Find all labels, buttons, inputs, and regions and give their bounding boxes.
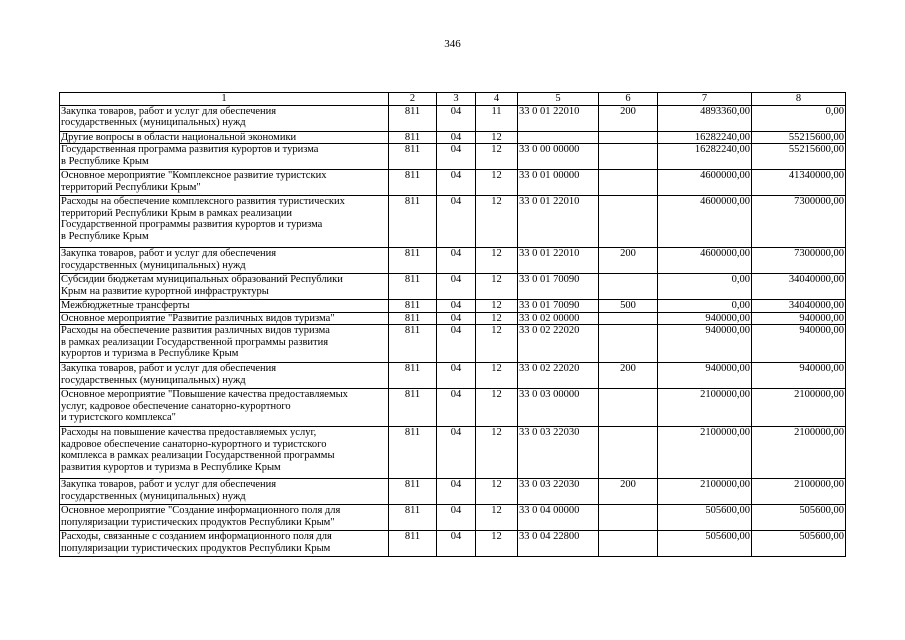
row-col-3: 04 <box>437 389 476 427</box>
row-amount-year-2: 2100000,00 <box>752 427 846 479</box>
row-col-4: 11 <box>476 105 518 131</box>
row-description: Межбюджетные трансферты <box>60 300 389 313</box>
row-description: Основное мероприятие "Развитие различных видов туризма" <box>60 312 389 325</box>
row-target-code: 33 0 03 00000 <box>518 389 599 427</box>
row-amount-year-1: 2100000,00 <box>658 389 752 427</box>
budget-table <box>59 92 846 557</box>
row-col-4: 12 <box>476 531 518 557</box>
row-description: Основное мероприятие "Создание информационного поля для популяризации туристических продуктов Республики Крым" <box>60 505 389 531</box>
row-col-2: 811 <box>389 427 437 479</box>
table-row <box>60 312 846 325</box>
row-col-4: 12 <box>476 389 518 427</box>
row-col-4: 12 <box>476 479 518 505</box>
row-expense-type <box>599 427 658 479</box>
table-row <box>60 300 846 313</box>
table-row <box>60 170 846 196</box>
row-amount-year-1: 4600000,00 <box>658 248 752 274</box>
row-amount-year-2: 34040000,00 <box>752 300 846 313</box>
row-expense-type: 200 <box>599 105 658 131</box>
row-target-code: 33 0 03 22030 <box>518 427 599 479</box>
header-cell: 1 <box>60 93 389 106</box>
row-col-2: 811 <box>389 325 437 363</box>
row-amount-year-2: 0,00 <box>752 105 846 131</box>
header-cell: 7 <box>658 93 752 106</box>
row-amount-year-1: 940000,00 <box>658 312 752 325</box>
table-row <box>60 427 846 479</box>
row-col-3: 04 <box>437 300 476 313</box>
row-col-3: 04 <box>437 427 476 479</box>
row-col-2: 811 <box>389 248 437 274</box>
row-amount-year-1: 0,00 <box>658 274 752 300</box>
row-expense-type <box>599 531 658 557</box>
row-amount-year-1: 16282240,00 <box>658 144 752 170</box>
row-target-code: 33 0 01 22010 <box>518 196 599 248</box>
row-amount-year-2: 7300000,00 <box>752 196 846 248</box>
row-description: Субсидии бюджетам муниципальных образований Республики Крым на развитие курортной инфраструктуры <box>60 274 389 300</box>
row-description: Расходы на обеспечение комплексного развития туристических территорий Республики Крым в рамках реализации Государственной программы развития курортов и туризма в Республике Крым <box>60 196 389 248</box>
table-row <box>60 274 846 300</box>
row-amount-year-1: 505600,00 <box>658 531 752 557</box>
row-col-3: 04 <box>437 248 476 274</box>
row-expense-type: 200 <box>599 479 658 505</box>
row-col-3: 04 <box>437 325 476 363</box>
row-col-2: 811 <box>389 300 437 313</box>
row-amount-year-1: 505600,00 <box>658 505 752 531</box>
row-target-code: 33 0 01 22010 <box>518 248 599 274</box>
row-expense-type <box>599 144 658 170</box>
row-expense-type: 500 <box>599 300 658 313</box>
row-target-code: 33 0 04 22800 <box>518 531 599 557</box>
row-amount-year-2: 55215600,00 <box>752 144 846 170</box>
table-row <box>60 363 846 389</box>
row-col-3: 04 <box>437 170 476 196</box>
row-amount-year-1: 16282240,00 <box>658 131 752 144</box>
row-amount-year-1: 4600000,00 <box>658 170 752 196</box>
row-expense-type <box>599 131 658 144</box>
row-amount-year-1: 2100000,00 <box>658 479 752 505</box>
row-col-3: 04 <box>437 363 476 389</box>
row-expense-type <box>599 312 658 325</box>
row-col-4: 12 <box>476 131 518 144</box>
row-description: Расходы, связанные с созданием информационного поля для популяризации туристических продуктов Республики Крым <box>60 531 389 557</box>
header-cell: 2 <box>389 93 437 106</box>
row-target-code: 33 0 01 00000 <box>518 170 599 196</box>
row-description: Закупка товаров, работ и услуг для обеспечения государственных (муниципальных) нужд <box>60 248 389 274</box>
row-expense-type: 200 <box>599 363 658 389</box>
row-col-2: 811 <box>389 505 437 531</box>
table-row <box>60 105 846 131</box>
row-amount-year-2: 940000,00 <box>752 325 846 363</box>
row-amount-year-2: 505600,00 <box>752 505 846 531</box>
row-description: Закупка товаров, работ и услуг для обеспечения государственных (муниципальных) нужд <box>60 479 389 505</box>
table-row <box>60 248 846 274</box>
table-row <box>60 144 846 170</box>
header-cell: 3 <box>437 93 476 106</box>
row-amount-year-2: 55215600,00 <box>752 131 846 144</box>
header-cell: 6 <box>599 93 658 106</box>
row-col-3: 04 <box>437 274 476 300</box>
row-description: Расходы на обеспечение развития различных видов туризма в рамках реализации Государственной программы развития курортов и туризма в Республике Крым <box>60 325 389 363</box>
row-amount-year-2: 41340000,00 <box>752 170 846 196</box>
row-target-code <box>518 131 599 144</box>
row-amount-year-2: 940000,00 <box>752 363 846 389</box>
row-col-4: 12 <box>476 300 518 313</box>
row-amount-year-2: 2100000,00 <box>752 389 846 427</box>
table-row <box>60 196 846 248</box>
row-col-2: 811 <box>389 170 437 196</box>
row-col-3: 04 <box>437 131 476 144</box>
row-col-2: 811 <box>389 312 437 325</box>
row-description: Закупка товаров, работ и услуг для обеспечения государственных (муниципальных) нужд <box>60 363 389 389</box>
row-expense-type <box>599 325 658 363</box>
row-target-code: 33 0 01 70090 <box>518 300 599 313</box>
row-col-2: 811 <box>389 479 437 505</box>
row-expense-type <box>599 170 658 196</box>
table-row <box>60 479 846 505</box>
table-row <box>60 531 846 557</box>
row-amount-year-2: 34040000,00 <box>752 274 846 300</box>
row-description: Другие вопросы в области национальной экономики <box>60 131 389 144</box>
row-col-3: 04 <box>437 196 476 248</box>
header-row <box>60 93 846 106</box>
row-description: Основное мероприятие "Повышение качества предоставляемых услуг, кадровое обеспечение санаторно-курортного и туристского комплекса" <box>60 389 389 427</box>
row-col-4: 12 <box>476 274 518 300</box>
row-target-code: 33 0 01 70090 <box>518 274 599 300</box>
row-amount-year-2: 7300000,00 <box>752 248 846 274</box>
row-description: Основное мероприятие "Комплексное развитие туристских территорий Республики Крым" <box>60 170 389 196</box>
row-col-2: 811 <box>389 363 437 389</box>
row-col-3: 04 <box>437 531 476 557</box>
row-col-4: 12 <box>476 196 518 248</box>
row-target-code: 33 0 02 22020 <box>518 363 599 389</box>
row-expense-type <box>599 274 658 300</box>
row-col-2: 811 <box>389 389 437 427</box>
row-col-4: 12 <box>476 312 518 325</box>
row-description: Закупка товаров, работ и услуг для обеспечения государственных (муниципальных) нужд <box>60 105 389 131</box>
table-row <box>60 131 846 144</box>
row-amount-year-1: 4600000,00 <box>658 196 752 248</box>
row-amount-year-1: 940000,00 <box>658 363 752 389</box>
row-amount-year-1: 2100000,00 <box>658 427 752 479</box>
row-target-code: 33 0 02 00000 <box>518 312 599 325</box>
row-expense-type: 200 <box>599 248 658 274</box>
row-target-code: 33 0 02 22020 <box>518 325 599 363</box>
row-expense-type <box>599 196 658 248</box>
page-number: 346 <box>444 38 461 50</box>
row-expense-type <box>599 505 658 531</box>
row-col-2: 811 <box>389 196 437 248</box>
row-description: Государственная программа развития курортов и туризма в Республике Крым <box>60 144 389 170</box>
row-col-4: 12 <box>476 248 518 274</box>
row-target-code: 33 0 00 00000 <box>518 144 599 170</box>
row-target-code: 33 0 01 22010 <box>518 105 599 131</box>
row-amount-year-1: 4893360,00 <box>658 105 752 131</box>
row-amount-year-1: 940000,00 <box>658 325 752 363</box>
row-col-2: 811 <box>389 531 437 557</box>
row-col-3: 04 <box>437 105 476 131</box>
row-target-code: 33 0 03 22030 <box>518 479 599 505</box>
row-col-2: 811 <box>389 105 437 131</box>
row-col-2: 811 <box>389 131 437 144</box>
header-cell: 5 <box>518 93 599 106</box>
table-row <box>60 505 846 531</box>
row-col-3: 04 <box>437 505 476 531</box>
row-col-4: 12 <box>476 427 518 479</box>
row-expense-type <box>599 389 658 427</box>
table-row <box>60 389 846 427</box>
row-col-3: 04 <box>437 144 476 170</box>
row-col-3: 04 <box>437 479 476 505</box>
row-col-4: 12 <box>476 505 518 531</box>
row-col-4: 12 <box>476 144 518 170</box>
row-target-code: 33 0 04 00000 <box>518 505 599 531</box>
row-amount-year-1: 0,00 <box>658 300 752 313</box>
row-col-4: 12 <box>476 170 518 196</box>
table-body <box>60 105 846 557</box>
table-row <box>60 325 846 363</box>
header-cell: 8 <box>752 93 846 106</box>
row-col-3: 04 <box>437 312 476 325</box>
row-description: Расходы на повышение качества предоставляемых услуг, кадровое обеспечение санаторно-курортного и туристского комплекса в рамках реализации Государственной программы развития курортов и туризма в Республике Крым <box>60 427 389 479</box>
row-col-4: 12 <box>476 363 518 389</box>
row-amount-year-2: 940000,00 <box>752 312 846 325</box>
header-cell: 4 <box>476 93 518 106</box>
row-col-2: 811 <box>389 274 437 300</box>
row-col-2: 811 <box>389 144 437 170</box>
row-col-4: 12 <box>476 325 518 363</box>
row-amount-year-2: 505600,00 <box>752 531 846 557</box>
row-amount-year-2: 2100000,00 <box>752 479 846 505</box>
